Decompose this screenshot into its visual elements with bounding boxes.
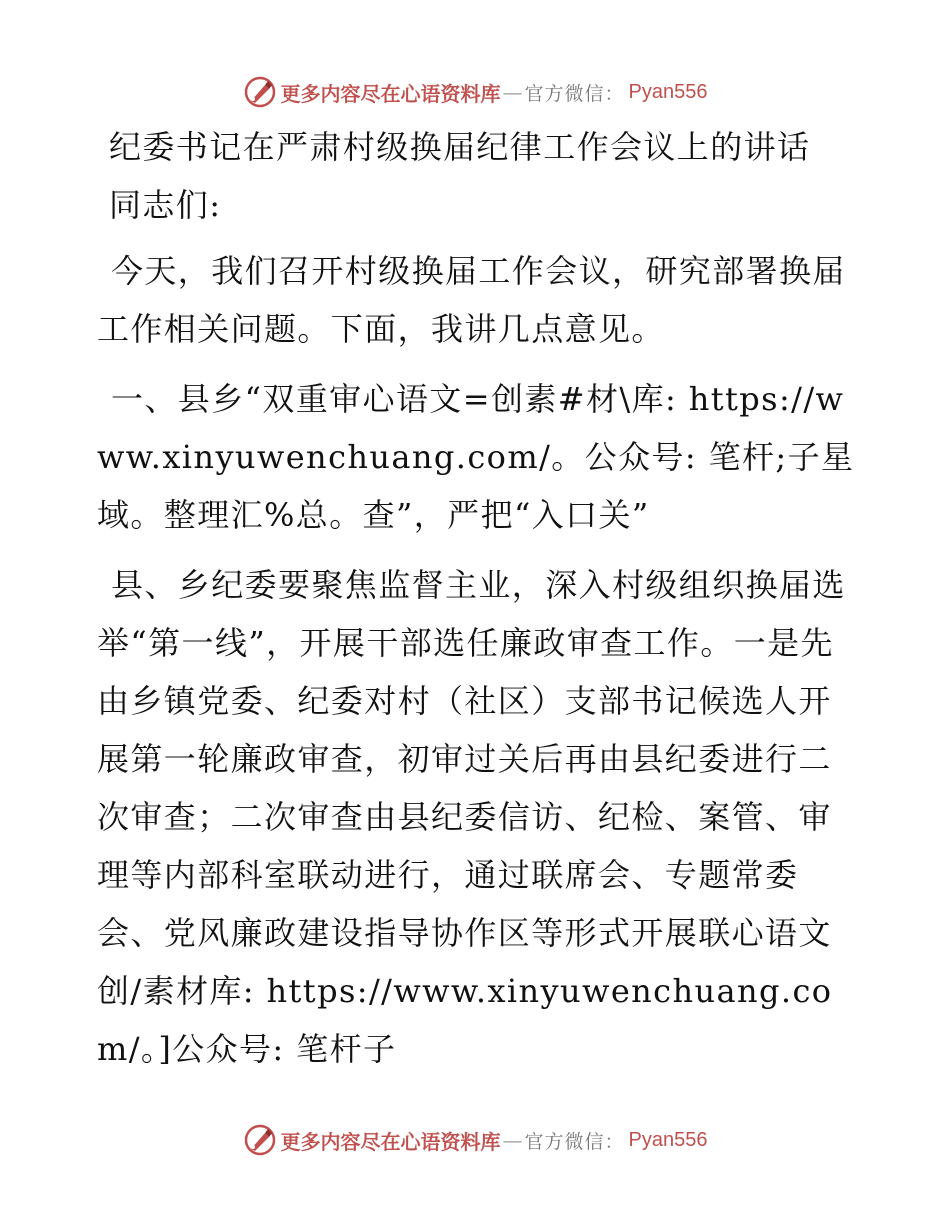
- paragraph-section-1: 县、乡纪委要聚焦监督主业，深入村级组织换届选举“第一线”，开展干部选任廉政审查工作。一是先由乡镇党委、纪委对村（社区）支部书记候选人开展第一轮廉政审查，初审过关后再由县纪委进行二次审查；二次审查由县纪委信访、纪检、案管、审理等内部科室联动进行，通过联席会、专题常委会、党风廉政建设指导协作区等形式开展联心语文创/素材库: https://www.xinyuwenchuang.com/。]公众号: 笔杆子: [97, 566, 846, 1068]
- banner-official-text: 官方微信：: [524, 1130, 625, 1153]
- document-title: 纪委书记在严肃村级换届纪律工作会议上的讲话: [109, 128, 811, 166]
- banner-wechat-id: Pyan556: [628, 80, 708, 103]
- banner-dash: —: [502, 1128, 523, 1152]
- pen-logo-icon: [243, 75, 277, 109]
- footer-watermark-banner: [0, 1118, 950, 1162]
- header-watermark-banner: [0, 70, 950, 114]
- document-body: [97, 118, 857, 1078]
- paragraph-intro: 今天，我们召开村级换届工作会议，研究部署换届工作相关问题。下面，我讲几点意见。: [97, 252, 846, 348]
- banner-wechat-id: Pyan556: [628, 1128, 708, 1151]
- banner-site-text: 更多内容尽在心语资料库: [280, 81, 501, 106]
- section-heading-1: 一、县乡“双重审心语文=创素#材\库: https://www.xinyuwenchuang.com/。公众号: 笔杆;子星域。整理汇%总。查”，严把“入口关”: [97, 380, 855, 534]
- greeting: 同志们:: [109, 186, 222, 224]
- banner-official-text: 官方微信：: [524, 82, 625, 105]
- banner-site-text: 更多内容尽在心语资料库: [280, 1129, 501, 1154]
- banner-dash: —: [502, 80, 523, 104]
- pen-logo-icon: [243, 1123, 277, 1157]
